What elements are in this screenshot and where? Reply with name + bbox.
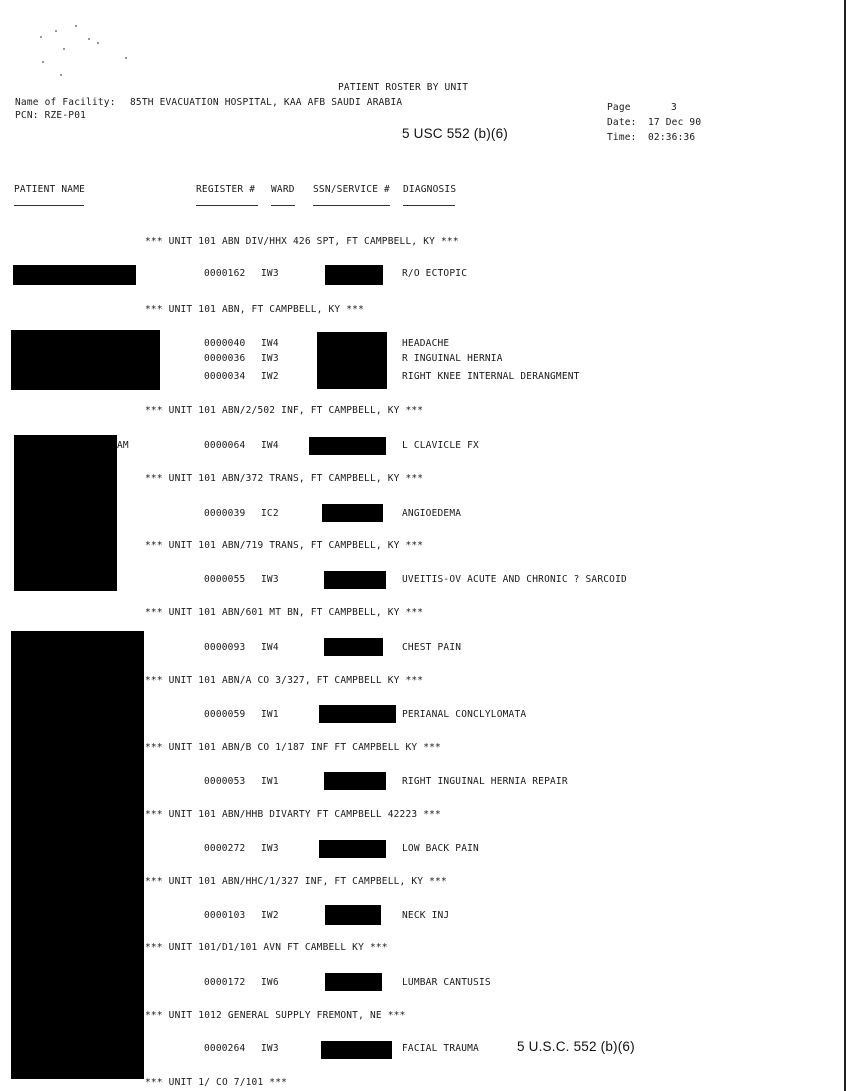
row-diagnosis: FACIAL TRAUMA xyxy=(402,1043,479,1054)
row-register: 0000034 xyxy=(204,371,246,382)
unit-header: *** UNIT 101 ABN/2/502 INF, FT CAMPBELL, KY *** xyxy=(145,405,424,416)
row-ward: IW4 xyxy=(261,440,279,451)
row-ward: IW2 xyxy=(261,910,279,921)
row-register: 0000039 xyxy=(204,508,246,519)
redaction-ssn xyxy=(317,332,387,389)
page-edge-rule xyxy=(844,0,846,1091)
row-ward: IW6 xyxy=(261,977,279,988)
col-register: REGISTER # xyxy=(196,184,256,195)
redaction-patient-name xyxy=(14,435,117,591)
redaction-ssn xyxy=(325,905,381,925)
facility-name: 85TH EVACUATION HOSPITAL, KAA AFB SAUDI ARABIA xyxy=(130,97,403,108)
date-label: Date: xyxy=(607,117,637,128)
redaction-ssn xyxy=(325,265,383,285)
time-label: Time: xyxy=(607,132,637,143)
row-diagnosis: R INGUINAL HERNIA xyxy=(402,353,503,364)
row-register: 0000036 xyxy=(204,353,246,364)
redaction-ssn xyxy=(319,840,386,858)
row-diagnosis: RIGHT INGUINAL HERNIA REPAIR xyxy=(402,776,568,787)
row-register: 0000064 xyxy=(204,440,246,451)
redaction-ssn xyxy=(325,973,382,991)
row-diagnosis: CHEST PAIN xyxy=(402,642,462,653)
row-diagnosis: PERIANAL CONCLYLOMATA xyxy=(402,709,527,720)
row-diagnosis: LOW BACK PAIN xyxy=(402,843,479,854)
unit-header: *** UNIT 101 ABN DIV/HHX 426 SPT, FT CAMPBELL, KY *** xyxy=(145,236,459,247)
col-underline-register xyxy=(196,205,258,206)
redaction-ssn xyxy=(322,504,383,522)
col-underline-diagnosis xyxy=(403,205,455,206)
row-ward: IW1 xyxy=(261,776,279,787)
row-diagnosis: UVEITIS-OV ACUTE AND CHRONIC ? SARCOID xyxy=(402,574,627,585)
row-register: 0000059 xyxy=(204,709,246,720)
date-value: 17 Dec 90 xyxy=(648,117,702,128)
row-ward: IW3 xyxy=(261,268,279,279)
redaction-ssn xyxy=(324,638,383,656)
row-ward: IW2 xyxy=(261,371,279,382)
row-ward: IW3 xyxy=(261,1043,279,1054)
row-diagnosis: L CLAVICLE FX xyxy=(402,440,479,451)
row-ward: IW1 xyxy=(261,709,279,720)
row-register: 0000053 xyxy=(204,776,246,787)
row-register: 0000264 xyxy=(204,1043,246,1054)
col-underline-ward xyxy=(271,205,295,206)
row-ward: IW3 xyxy=(261,843,279,854)
col-patient-name: PATIENT NAME xyxy=(14,184,86,195)
row-register: 0000055 xyxy=(204,574,246,585)
unit-header: *** UNIT 1012 GENERAL SUPPLY FREMONT, NE *** xyxy=(145,1010,406,1021)
redaction-patient-name xyxy=(11,330,160,390)
unit-header: *** UNIT 101 ABN/HHB DIVARTY FT CAMPBELL 42223 *** xyxy=(145,809,441,820)
unit-header: *** UNIT 1/ CO 7/101 *** xyxy=(145,1077,288,1088)
row-register: 0000040 xyxy=(204,338,246,349)
redaction-ssn xyxy=(319,705,396,723)
row-ward: IW4 xyxy=(261,642,279,653)
row-diagnosis: NECK INJ xyxy=(402,910,450,921)
report-title: PATIENT ROSTER BY UNIT xyxy=(338,82,469,93)
row-ward: IW3 xyxy=(261,574,279,585)
unit-header: *** UNIT 101 ABN/601 MT BN, FT CAMPBELL, KY *** xyxy=(145,607,424,618)
redaction-ssn xyxy=(324,571,386,589)
exemption-stamp-top: 5 USC 552 (b)(6) xyxy=(402,126,508,141)
redaction-patient-name xyxy=(11,631,144,1079)
unit-header: *** UNIT 101 ABN, FT CAMPBELL, KY *** xyxy=(145,304,365,315)
col-underline-ssn xyxy=(313,205,390,206)
unit-header: *** UNIT 101 ABN/B CO 1/187 INF FT CAMPBELL KY *** xyxy=(145,742,441,753)
row-ward: IW4 xyxy=(261,338,279,349)
row-diagnosis: RIGHT KNEE INTERNAL DERANGMENT xyxy=(402,371,580,382)
page-label: Page xyxy=(607,102,631,113)
col-ssn: SSN/SERVICE # xyxy=(313,184,390,195)
row-register: 0000103 xyxy=(204,910,246,921)
row-ward: IW3 xyxy=(261,353,279,364)
page-number: 3 xyxy=(671,102,677,113)
redaction-patient-name xyxy=(13,265,136,285)
row-register: 0000272 xyxy=(204,843,246,854)
row-diagnosis: LUMBAR CANTUSIS xyxy=(402,977,491,988)
row-diagnosis: ANGIOEDEMA xyxy=(402,508,462,519)
time-value: 02:36:36 xyxy=(648,132,696,143)
row-ward: IC2 xyxy=(261,508,279,519)
redaction-ssn xyxy=(309,437,386,455)
redaction-ssn xyxy=(324,772,386,790)
unit-header: *** UNIT 101 ABN/HHC/1/327 INF, FT CAMPBELL, KY *** xyxy=(145,876,447,887)
row-diagnosis: HEADACHE xyxy=(402,338,450,349)
unit-header: *** UNIT 101 ABN/372 TRANS, FT CAMPBELL, KY *** xyxy=(145,473,424,484)
row-register: 0000162 xyxy=(204,268,246,279)
facility-label: Name of Facility: xyxy=(15,97,116,108)
patient-name-fragment: AM xyxy=(117,440,129,451)
col-diagnosis: DIAGNOSIS xyxy=(403,184,457,195)
row-register: 0000172 xyxy=(204,977,246,988)
unit-header: *** UNIT 101 ABN/719 TRANS, FT CAMPBELL, KY *** xyxy=(145,540,424,551)
row-diagnosis: R/O ECTOPIC xyxy=(402,268,468,279)
col-underline-patient xyxy=(14,205,84,206)
exemption-stamp-bottom: 5 U.S.C. 552 (b)(6) xyxy=(517,1039,635,1054)
pcn-label: PCN: RZE-P01 xyxy=(15,110,87,121)
row-register: 0000093 xyxy=(204,642,246,653)
unit-header: *** UNIT 101 ABN/A CO 3/327, FT CAMPBELL KY *** xyxy=(145,675,424,686)
col-ward: WARD xyxy=(271,184,295,195)
unit-header: *** UNIT 101/D1/101 AVN FT CAMBELL KY *** xyxy=(145,942,388,953)
redaction-ssn xyxy=(321,1041,392,1059)
